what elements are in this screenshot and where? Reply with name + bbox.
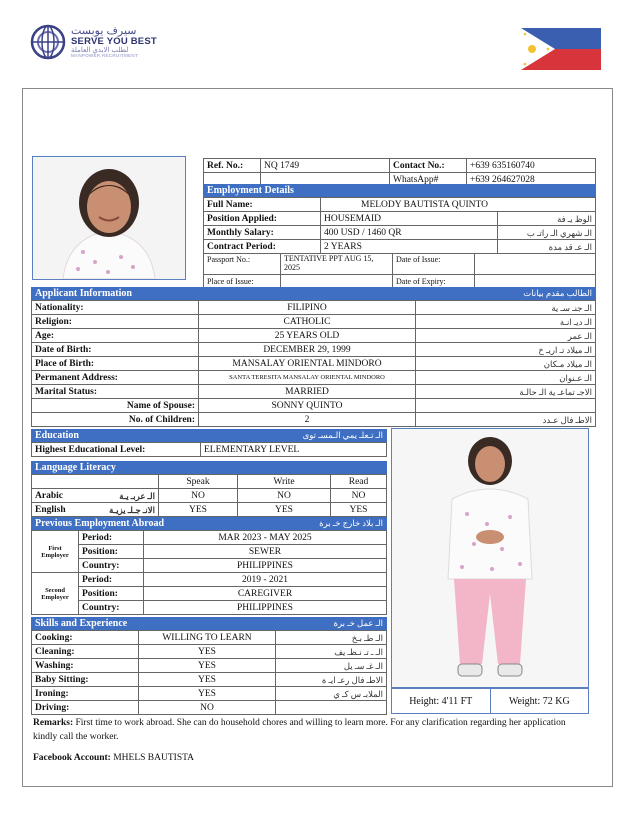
position-arabic: الوظ يـ فة <box>498 212 596 226</box>
company-logo <box>30 24 157 60</box>
education-table <box>31 442 387 457</box>
previous-employment-table <box>31 530 387 615</box>
spouse-value: SONNY QUINTO <box>199 399 416 413</box>
language-name-arabic: الانـ جـلـ يزيـة <box>109 504 155 515</box>
salary-value: 400 USD / 1460 QR <box>321 226 498 240</box>
full-body-photo-image <box>392 429 588 687</box>
language-table <box>31 474 387 517</box>
skill-label: Cooking: <box>32 631 139 645</box>
first-country-label: Country: <box>79 559 144 573</box>
height-value: Height: 4'11 FT <box>409 695 473 707</box>
skill-row <box>32 673 387 687</box>
first-country-value: PHILIPPINES <box>144 559 387 573</box>
full-name-label: Full Name: <box>204 198 321 212</box>
skill-value: YES <box>139 687 276 701</box>
applicant-row-label: Marital Status: <box>32 385 199 399</box>
applicant-row-value: MARRIED <box>199 385 416 399</box>
remarks <box>33 716 589 744</box>
skill-row <box>32 701 387 715</box>
first-period-value: MAR 2023 - MAY 2025 <box>144 531 387 545</box>
applicant-row-value: CATHOLIC <box>199 315 416 329</box>
salary-label: Monthly Salary: <box>204 226 321 240</box>
contract-value: 2 YEARS <box>321 240 498 254</box>
second-country-value: PHILIPPINES <box>144 601 387 615</box>
remarks-text: First time to work abroad. She can do household chores and willing to learn more. For any clarification regarding her application kindly call the worker. <box>33 718 566 742</box>
first-position-value: SEWER <box>144 545 387 559</box>
second-position-label: Position: <box>79 587 144 601</box>
applicant-row-label: Religion: <box>32 315 199 329</box>
language-speak: YES <box>159 503 238 517</box>
speak-header: Speak <box>159 475 238 489</box>
applicant-row <box>32 301 596 315</box>
applicant-row-label: Place of Birth: <box>32 357 199 371</box>
applicant-row-arabic: الـ عـنوان <box>416 371 596 385</box>
education-header: Education الـ تـعلـ يمي الـمسـ توى <box>31 429 387 442</box>
children-value: 2 <box>199 413 416 427</box>
logo-english: SERVE YOU BEST <box>71 36 157 47</box>
passport-table <box>203 253 596 289</box>
skill-arabic: الـ ـ تـ نـظـ يف <box>276 645 387 659</box>
children-arabic: الاطـ فال عـدد <box>416 413 596 427</box>
applicant-row-arabic: الـ ديـ انـة <box>416 315 596 329</box>
skill-value: NO <box>139 701 276 715</box>
face-photo-image <box>33 157 185 279</box>
ref-value: NQ 1749 <box>261 159 390 173</box>
whatsapp-label: WhatsApp# <box>390 173 467 187</box>
skill-row <box>32 645 387 659</box>
previous-employment-header: Previous Employment Abroad الـ بلاد خارج خـ برة <box>31 517 387 530</box>
employment-details-header: Employment Details <box>203 184 596 197</box>
skill-label: Driving: <box>32 701 139 715</box>
skill-label: Ironing: <box>32 687 139 701</box>
applicant-info-header: Applicant Information الطالب مقدم بيانات <box>31 287 596 300</box>
skill-row <box>32 631 387 645</box>
second-country-label: Country: <box>79 601 144 615</box>
applicant-row <box>32 315 596 329</box>
language-row <box>32 489 387 503</box>
logo-arabic-sub: لطلب الايدي العاملة <box>71 46 129 54</box>
applicant-row <box>32 343 596 357</box>
skill-label: Cleaning: <box>32 645 139 659</box>
applicant-row <box>32 371 596 385</box>
applicant-row-label: Age: <box>32 329 199 343</box>
skill-value: YES <box>139 659 276 673</box>
applicant-face-photo <box>32 156 186 280</box>
skills-header: Skills and Experience الـ عمل خـ برة <box>31 617 387 630</box>
skill-row <box>32 659 387 673</box>
salary-arabic: الـ شهري الـ راتـ ب <box>498 226 596 240</box>
language-row-label <box>32 489 159 503</box>
contact-number-1: +639 635160740 <box>467 159 596 173</box>
globe-logo-icon <box>30 24 66 60</box>
logo-small-text: MANPOWER RECRUITMENT <box>71 52 138 58</box>
weight-value: Weight: 72 KG <box>490 689 589 713</box>
children-label: No. of Children: <box>32 413 199 427</box>
language-read: YES <box>331 503 387 517</box>
applicant-row-arabic: الـ ميلاد مـكان <box>416 357 596 371</box>
second-period-value: 2019 - 2021 <box>144 573 387 587</box>
first-period-label: Period: <box>79 531 144 545</box>
first-position-label: Position: <box>79 545 144 559</box>
place-issue-label: Place of Issue: <box>204 275 281 289</box>
applicant-row-arabic: الاجـ تماعـ ية الـ حالـة <box>416 385 596 399</box>
language-row <box>32 503 387 517</box>
language-name: Arabic <box>35 490 63 501</box>
applicant-row <box>32 385 596 399</box>
skill-label: Baby Sitting: <box>32 673 139 687</box>
language-header: Language Literacy <box>31 461 387 474</box>
first-employer-label: First Employer <box>32 531 79 573</box>
read-header: Read <box>331 475 387 489</box>
employment-table <box>203 197 596 254</box>
applicant-row-arabic: الـ جنـ سـ ية <box>416 301 596 315</box>
write-header: Write <box>238 475 331 489</box>
logo-arabic: سيرف يوبست <box>71 25 137 37</box>
second-period-label: Period: <box>79 573 144 587</box>
passport-label: Passport No.: <box>204 254 281 275</box>
spouse-label: Name of Spouse: <box>32 399 199 413</box>
applicant-row-value: 25 YEARS OLD <box>199 329 416 343</box>
contact-number-2: +639 264627028 <box>467 173 596 187</box>
philippine-flag-icon <box>521 28 601 70</box>
skill-value: WILLING TO LEARN <box>139 631 276 645</box>
facebook-account <box>33 753 194 763</box>
skill-arabic: الاطـ فال رعـ ايـ ة <box>276 673 387 687</box>
applicant-row-arabic: الـ ميلاد تـ اريـ خ <box>416 343 596 357</box>
language-read: NO <box>331 489 387 503</box>
full-name-value: MELODY BAUTISTA QUINTO <box>321 198 596 212</box>
position-label: Position Applied: <box>204 212 321 226</box>
skill-row <box>32 687 387 701</box>
skills-table <box>31 630 387 715</box>
applicant-info-table <box>31 300 596 427</box>
contract-arabic: الـ عـ قد مدة <box>498 240 596 254</box>
ref-label: Ref. No.: <box>204 159 261 173</box>
issue-date-label: Date of Issue: <box>393 254 475 275</box>
applicant-row-label: Nationality: <box>32 301 199 315</box>
applicant-row-label: Date of Birth: <box>32 343 199 357</box>
contract-label: Contract Period: <box>204 240 321 254</box>
contact-label: Contact No.: <box>390 159 467 173</box>
applicant-row-value: MANSALAY ORIENTAL MINDORO <box>199 357 416 371</box>
applicant-row-arabic: الـ عمر <box>416 329 596 343</box>
applicant-row-value: DECEMBER 29, 1999 <box>199 343 416 357</box>
language-name: English <box>35 504 66 515</box>
education-value: ELEMENTARY LEVEL <box>201 443 387 457</box>
skill-value: YES <box>139 673 276 687</box>
applicant-full-body-photo <box>391 428 589 688</box>
skill-arabic: الـ غـ سـ يل <box>276 659 387 673</box>
second-employer-label: Second Employer <box>32 573 79 615</box>
facebook-value: MHELS BAUTISTA <box>113 753 195 763</box>
skill-label: Washing: <box>32 659 139 673</box>
language-speak: NO <box>159 489 238 503</box>
position-value: HOUSEMAID <box>321 212 498 226</box>
applicant-row <box>32 357 596 371</box>
education-label: Highest Educational Level: <box>32 443 201 457</box>
skill-arabic <box>276 701 387 715</box>
applicant-row <box>32 329 596 343</box>
language-write: YES <box>238 503 331 517</box>
second-position-value: CAREGIVER <box>144 587 387 601</box>
applicant-row-value: SANTA TERESITA MANSALAY ORIENTAL MINDORO <box>199 371 416 385</box>
skill-arabic: الملابـ س كـ ي <box>276 687 387 701</box>
ref-contact-table <box>203 158 596 187</box>
applicant-row-value: FILIPINO <box>199 301 416 315</box>
language-write: NO <box>238 489 331 503</box>
passport-value: TENTATIVE PPT AUG 15, 2025 <box>281 254 393 275</box>
applicant-row-label: Permanent Address: <box>32 371 199 385</box>
language-name-arabic: الـ عربـ يـة <box>119 490 155 501</box>
skill-value: YES <box>139 645 276 659</box>
remarks-label: Remarks: <box>33 718 74 728</box>
language-row-label <box>32 503 159 517</box>
expiry-label: Date of Expiry: <box>393 275 475 289</box>
facebook-label: Facebook Account: <box>33 753 111 763</box>
height-weight-box <box>391 688 589 714</box>
skill-arabic: الـ طـ بـخ <box>276 631 387 645</box>
